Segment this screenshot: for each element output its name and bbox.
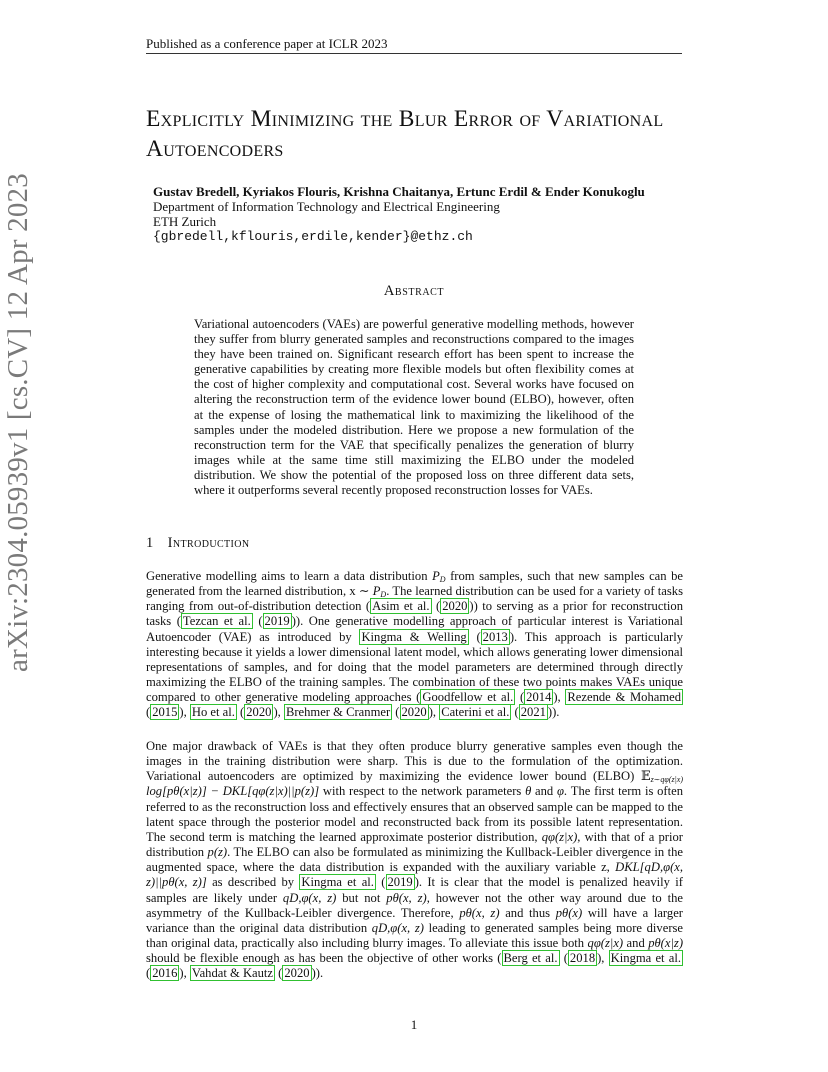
- citation-link[interactable]: Vahdat & Kautz: [191, 966, 274, 981]
- header-rule: [146, 53, 682, 54]
- citation-link[interactable]: Kingma et al.: [301, 875, 374, 890]
- citation-link[interactable]: Berg et al.: [503, 951, 558, 966]
- section-number: 1: [146, 535, 154, 551]
- citation-link[interactable]: 2013: [482, 629, 508, 644]
- citation-link[interactable]: Asim et al.: [372, 599, 430, 614]
- citation-link[interactable]: Tezcan et al.: [182, 614, 251, 629]
- abstract-heading: Abstract: [383, 283, 445, 299]
- citation-link[interactable]: Ho et al.: [191, 705, 235, 720]
- citation-link[interactable]: 2020: [246, 705, 272, 720]
- author-list: Gustav Bredell, Kyriakos Flouris, Krishna Chaitanya, Ertunc Erdil & Ender Konukoglu: [153, 184, 645, 199]
- institution: ETH Zurich: [153, 214, 217, 229]
- citation-link[interactable]: 2019: [387, 875, 413, 890]
- citation-link[interactable]: 2019: [264, 614, 290, 629]
- citation-link[interactable]: Brehmer & Cranmer: [285, 705, 391, 720]
- page-number: 1: [410, 1017, 418, 1032]
- citation-link[interactable]: 2020: [442, 599, 468, 614]
- section-title: Introduction: [167, 535, 250, 551]
- citation-link[interactable]: 2015: [152, 705, 178, 720]
- citation-link[interactable]: 2020: [284, 966, 310, 981]
- citation-link[interactable]: 2018: [569, 951, 596, 966]
- author-emails: {gbredell,kflouris,erdile,kender}@ethz.ch: [153, 229, 473, 244]
- intro-paragraph-1: Generative modelling aims to learn a data distribution $P_D$ from samples, such that new samples can be generated from the learned distribution, x ∼ $P_D$. The learned distribution can be used for a variety of tasks ranging from out-of-distribution detection ( Asim et al. ( 2020 )) to serving as a prior for reconstruction tasks ( Tezcan et al. ( 2019 )). One generative modelling approach of particular interest is Variational Autoencoder (VAE) as introduced by Kingma & Welling ( 2013 ). This approach is particularly interesting because it yields a lower dimensional latent model, which allows generating lower dimensional representations of samples, and for doing that the model parameters are determined through directly maximizing the ELBO of the training samples. The combination of these two points makes VAEs unique compared to other generative modeling approaches ( Goodfellow et al. ( 2014 ), Rezende & Mohamed ( 2015 ), Ho et al. ( 2020 ), Brehmer & Cranmer ( 2020 ), Caterini et al. ( 2021 )).: [146, 569, 684, 720]
- citation-link[interactable]: 2016: [152, 966, 178, 981]
- paper-title: Explicitly Minimizing the Blur Error of Variational Autoencoders: [146, 106, 664, 162]
- abstract-text: Variational autoencoders (VAEs) are powerful generative modelling methods, however they suffer from blurry generated samples and reconstructions compared to the images they have been trained on. Significant research effort has been spent to increase the generative capabilities by creating more flexible models but often flexibility comes at the cost of higher complexity and computational cost. Several works have focused on altering the reconstruction term of the evidence lower bound (ELBO), however, often at the expense of losing the mathematical link to maximizing the likelihood of the samples under the modeled distribution. Here we propose a new formulation of the reconstruction term for the VAE that specifically penalizes the generation of blurry images while at the same time still maximizing the ELBO under the modeled distribution. We show the potential of the proposed loss on three different data sets, where it outperforms several recently proposed reconstruction losses for VAEs.: [194, 317, 634, 498]
- intro-paragraph-2: One major drawback of VAEs is that they often produce blurry generative samples even though the images in the training distribution were sharp. This is due to the formulation of the optimization. Variational autoencoders are optimized by maximizing the evidence lower bound (ELBO) 𝔼$_{z\sim q\varphi(z|x)}$ log[pθ(x|z)] − DKL[qφ(z|x)||p(z)] with respect to the network parameters θ and φ. The first term is often referred to as the reconstruction loss and effectively ensures that an observed sample can be mapped to the latent space through the posterior model and reconstructed back from its possible latent representation. The second term is matching the learned approximate posterior distribution, qφ(z|x), with that of a prior distribution p(z). The ELBO can also be formulated as minimizing the Kullback-Leibler divergence in the augmented space, where the data distribution is expanded with the auxiliary variable z, DKL[qD,φ(x, z)||pθ(x, z)] as described by Kingma et al. ( 2019 ). It is clear that the model is penalized heavily if samples are likely under qD,φ(x, z) but not pθ(x, z), however not the other way around due to the asymmetry of the Kullback-Leibler divergence. Therefore, pθ(x, z) and thus pθ(x) will have a larger variance than the original data distribution qD,φ(x, z) leading to generated samples being more diverse than original data, practically also including blurry images. To alleviate this issue both qφ(z|x) and pθ(x|z) should be flexible enough as has been the objective of other works ( Berg et al. ( 2018 ), Kingma et al. ( 2016 ), Vahdat & Kautz ( 2020 )).: [146, 739, 684, 981]
- citation-link[interactable]: Goodfellow et al.: [422, 690, 514, 705]
- citation-link[interactable]: 2021: [520, 705, 546, 720]
- running-header: Published as a conference paper at ICLR 2023: [146, 36, 388, 51]
- department: Department of Information Technology and Electrical Engineering: [153, 199, 500, 214]
- citation-link[interactable]: Caterini et al.: [441, 705, 510, 720]
- arxiv-stamp: arXiv:2304.05939v1 [cs.CV] 12 Apr 2023: [2, 173, 34, 672]
- citation-link[interactable]: 2020: [401, 705, 427, 720]
- section-heading: [146, 535, 250, 552]
- citation-link[interactable]: Rezende & Mohamed: [567, 690, 682, 705]
- citation-link[interactable]: 2014: [526, 690, 552, 705]
- citation-link[interactable]: Kingma & Welling: [361, 629, 467, 644]
- citation-link[interactable]: Kingma et al.: [610, 951, 681, 966]
